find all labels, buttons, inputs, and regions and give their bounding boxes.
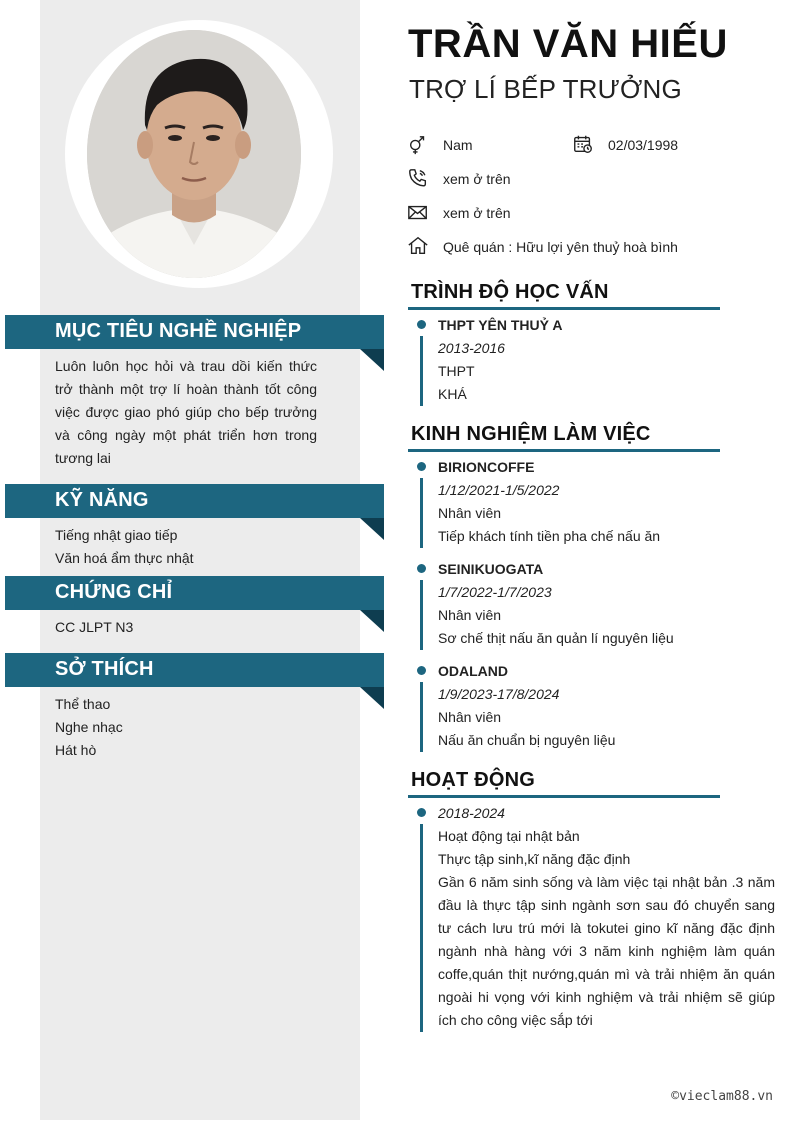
experience-position: Nhân viên: [438, 505, 502, 521]
skills-fold: [360, 518, 384, 540]
education-title: TRÌNH ĐỘ HỌC VẤN: [411, 281, 609, 303]
experience-details: [438, 660, 778, 752]
experience-position: Nhân viên: [438, 607, 502, 623]
timeline-line: [420, 824, 423, 1032]
experience-details: [438, 456, 778, 548]
email-value: xem ở trên: [443, 205, 511, 221]
activity-entry: [408, 802, 778, 1034]
experience-description: Tiếp khách tính tiền pha chế nấu ăn: [438, 528, 661, 544]
experience-entry: [408, 558, 778, 653]
hobbies-header: [5, 653, 384, 687]
skills-list: [55, 524, 317, 570]
experience-description: Sơ chế thịt nấu ăn quản lí nguyên liệu: [438, 630, 674, 646]
experience-period: 1/9/2023-17/8/2024: [438, 686, 560, 702]
company-name: SEINIKUOGATA: [438, 561, 544, 577]
certificates-title: CHỨNG CHỈ: [55, 581, 173, 603]
address-value: Quê quán : Hữu lợi yên thuỷ hoà bình: [443, 239, 678, 255]
activity-details: [438, 802, 775, 1032]
experience-period: 1/7/2022-1/7/2023: [438, 584, 552, 600]
experience-position: Nhân viên: [438, 709, 502, 725]
education-rule: [408, 307, 720, 310]
timeline-dot: [417, 666, 426, 675]
timeline-line: [420, 580, 423, 650]
skill-item: Tiếng nhật giao tiếp: [55, 527, 178, 543]
activity-period: 2018-2024: [438, 805, 505, 821]
skill-item: Văn hoá ẩm thực nhật: [55, 550, 194, 566]
hobby-item: Thể thao: [55, 696, 111, 712]
mail-icon: [407, 202, 429, 224]
education-details: [438, 314, 778, 406]
dob-value: 02/03/1998: [608, 137, 679, 153]
experience-title: KINH NGHIỆM LÀM VIỆC: [411, 423, 651, 445]
experience-details: [438, 558, 778, 650]
activity-name: Hoạt động tại nhật bản: [438, 828, 580, 844]
timeline-line: [420, 682, 423, 752]
company-name: BIRIONCOFFE: [438, 459, 535, 475]
timeline-dot: [417, 564, 426, 573]
gender-icon: [407, 134, 429, 156]
school-name: THPT YÊN THUỶ A: [438, 317, 563, 333]
certificates-header: [5, 576, 384, 610]
calendar-icon: [572, 133, 594, 155]
hobbies-list: [55, 693, 317, 762]
objective-title: MỤC TIÊU NGHỀ NGHIỆP: [55, 320, 302, 342]
activities-rule: [408, 795, 720, 798]
activity-description: Gần 6 năm sinh sống và làm việc tại nhật bản .3 năm đầu là thực tập sinh ngành sơn sau đó chuyển sang tư cách lưu trú mới là tokutei gino kĩ năng đặc định ngành nhà hàng với 3 năm kinh nghiệm làm quán coffe,quán thịt nướng,quán mì và trải nhiệm ăn quán ngoài hi vọng với kinh nghiệm và trải nhiệm sẽ giúp ích cho công việc sắp tới: [438, 874, 775, 1028]
skills-title: KỸ NĂNG: [55, 489, 149, 511]
certificates-fold: [360, 610, 384, 632]
experience-rule: [408, 449, 720, 452]
phone-value: xem ở trên: [443, 171, 511, 187]
education-degree: THPT: [438, 363, 475, 379]
objective-text: Luôn luôn học hỏi và trau dồi kiến thức trở thành một trợ lí hoàn thành tốt công việc được giao phó giúp cho bếp trưởng và công ngày một phát triển hơn trong tương lai: [55, 358, 317, 466]
experience-period: 1/12/2021-1/5/2022: [438, 482, 560, 498]
candidate-name: TRẦN VĂN HIẾU: [408, 22, 728, 66]
experience-description: Nấu ăn chuẩn bị nguyên liệu: [438, 732, 616, 748]
education-period: 2013-2016: [438, 340, 505, 356]
activity-role: Thực tập sinh,kĩ năng đặc định: [438, 851, 631, 867]
objective-fold: [360, 349, 384, 371]
company-name: ODALAND: [438, 663, 508, 679]
activities-title: HOẠT ĐỘNG: [411, 769, 536, 791]
skills-header: [5, 484, 384, 518]
objective-header: [5, 315, 384, 349]
education-grade: KHÁ: [438, 386, 467, 402]
timeline-dot: [417, 462, 426, 471]
gender-value: Nam: [443, 137, 473, 153]
hobby-item: Nghe nhạc: [55, 719, 123, 735]
timeline-line: [420, 478, 423, 548]
education-entry: [408, 314, 778, 409]
avatar: [87, 30, 301, 278]
certificate-item: CC JLPT N3: [55, 619, 134, 635]
watermark: ©vieclam88.vn: [671, 1089, 773, 1104]
hobbies-title: SỞ THÍCH: [55, 658, 154, 680]
timeline-dot: [417, 808, 426, 817]
timeline-line: [420, 336, 423, 406]
home-icon: [407, 235, 429, 257]
hobby-item: Hát hò: [55, 742, 97, 758]
hobbies-fold: [360, 687, 384, 709]
timeline-dot: [417, 320, 426, 329]
job-title: TRỢ LÍ BẾP TRƯỞNG: [409, 74, 682, 104]
experience-entry: [408, 660, 778, 755]
experience-entry: [408, 456, 778, 551]
certificates-list: [55, 616, 317, 639]
phone-icon: [407, 167, 429, 189]
